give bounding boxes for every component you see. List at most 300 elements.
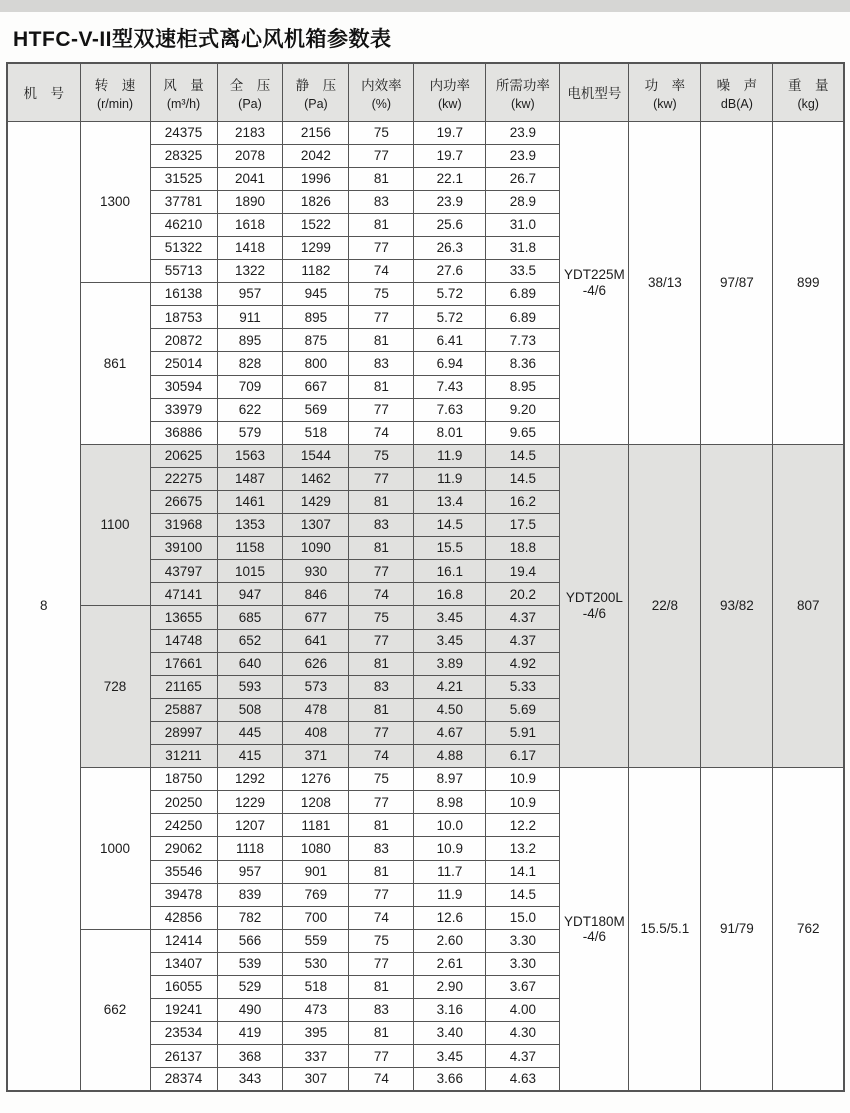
cell-static-pressure: 930	[283, 560, 349, 583]
cell-efficiency: 77	[349, 952, 414, 975]
cell-internal-power: 5.72	[414, 306, 486, 329]
cell-total-pressure: 415	[217, 745, 283, 768]
cell-static-pressure: 1522	[283, 213, 349, 236]
cell-efficiency: 77	[349, 791, 414, 814]
cell-internal-power: 6.41	[414, 329, 486, 352]
cell-total-pressure: 445	[217, 721, 283, 744]
cell-total-pressure: 368	[217, 1045, 283, 1068]
cell-required-power: 15.0	[486, 906, 560, 929]
cell-required-power: 5.69	[486, 698, 560, 721]
cell-static-pressure: 895	[283, 306, 349, 329]
cell-efficiency: 77	[349, 629, 414, 652]
cell-internal-power: 11.9	[414, 444, 486, 467]
motor-model-line: -4/6	[582, 929, 606, 945]
cell-static-pressure: 1544	[283, 444, 349, 467]
cell-required-power: 8.36	[486, 352, 560, 375]
column-header-internal-power	[414, 63, 486, 121]
cell-total-pressure: 685	[217, 606, 283, 629]
cell-airflow: 13407	[150, 952, 217, 975]
cell-airflow: 29062	[150, 837, 217, 860]
cell-required-power: 4.30	[486, 1022, 560, 1045]
cell-efficiency: 77	[349, 236, 414, 259]
cell-static-pressure: 2156	[283, 121, 349, 144]
motor-model-line: YDT180M	[563, 913, 625, 929]
cell-motor-model	[560, 768, 629, 1091]
column-header-machine-no	[7, 63, 80, 121]
cell-efficiency: 81	[349, 491, 414, 514]
cell-airflow: 19241	[150, 999, 217, 1022]
cell-total-pressure: 1158	[217, 537, 283, 560]
cell-required-power: 14.5	[486, 444, 560, 467]
cell-airflow: 17661	[150, 652, 217, 675]
cell-internal-power: 3.45	[414, 1045, 486, 1068]
cell-total-pressure: 343	[217, 1068, 283, 1091]
cell-efficiency: 83	[349, 675, 414, 698]
column-unit: (Pa)	[238, 96, 262, 111]
cell-motor-power: 15.5/5.1	[629, 768, 701, 1091]
cell-total-pressure: 1487	[217, 467, 283, 490]
cell-airflow: 20250	[150, 791, 217, 814]
cell-required-power: 4.63	[486, 1068, 560, 1091]
column-header-motor-model	[560, 63, 629, 121]
column-header-required-power	[486, 63, 560, 121]
cell-internal-power: 23.9	[414, 190, 486, 213]
cell-total-pressure: 508	[217, 698, 283, 721]
column-label: 静 压	[295, 77, 337, 93]
cell-efficiency: 83	[349, 352, 414, 375]
cell-static-pressure: 800	[283, 352, 349, 375]
cell-static-pressure: 1090	[283, 537, 349, 560]
cell-static-pressure: 700	[283, 906, 349, 929]
cell-total-pressure: 709	[217, 375, 283, 398]
cell-total-pressure: 1207	[217, 814, 283, 837]
cell-required-power: 4.37	[486, 1045, 560, 1068]
cell-internal-power: 3.66	[414, 1068, 486, 1091]
cell-static-pressure: 901	[283, 860, 349, 883]
cell-efficiency: 77	[349, 1045, 414, 1068]
cell-static-pressure: 569	[283, 398, 349, 421]
cell-airflow: 26675	[150, 491, 217, 514]
cell-internal-power: 26.3	[414, 236, 486, 259]
cell-static-pressure: 395	[283, 1022, 349, 1045]
cell-total-pressure: 529	[217, 975, 283, 998]
cell-airflow: 12414	[150, 929, 217, 952]
cell-airflow: 42856	[150, 906, 217, 929]
cell-total-pressure: 839	[217, 883, 283, 906]
cell-total-pressure: 947	[217, 583, 283, 606]
cell-total-pressure: 1015	[217, 560, 283, 583]
cell-internal-power: 3.40	[414, 1022, 486, 1045]
page-title: HTFC-V-II型双速柜式离心风机箱参数表	[13, 28, 392, 51]
cell-internal-power: 16.1	[414, 560, 486, 583]
cell-static-pressure: 626	[283, 652, 349, 675]
fan-parameter-table	[6, 62, 845, 1092]
cell-airflow: 31968	[150, 514, 217, 537]
table-header-row	[7, 63, 844, 121]
cell-total-pressure: 490	[217, 999, 283, 1022]
cell-airflow: 51322	[150, 236, 217, 259]
cell-static-pressure: 307	[283, 1068, 349, 1091]
cell-internal-power: 8.98	[414, 791, 486, 814]
cell-required-power: 6.89	[486, 306, 560, 329]
cell-static-pressure: 1182	[283, 260, 349, 283]
cell-required-power: 28.9	[486, 190, 560, 213]
cell-machine-no: 8	[7, 121, 80, 1091]
cell-static-pressure: 846	[283, 583, 349, 606]
cell-static-pressure: 1996	[283, 167, 349, 190]
cell-total-pressure: 622	[217, 398, 283, 421]
cell-airflow: 36886	[150, 421, 217, 444]
cell-internal-power: 4.88	[414, 745, 486, 768]
cell-required-power: 3.30	[486, 952, 560, 975]
cell-internal-power: 3.45	[414, 606, 486, 629]
cell-static-pressure: 1080	[283, 837, 349, 860]
cell-airflow: 55713	[150, 260, 217, 283]
cell-static-pressure: 641	[283, 629, 349, 652]
cell-total-pressure: 1322	[217, 260, 283, 283]
cell-airflow: 14748	[150, 629, 217, 652]
cell-static-pressure: 667	[283, 375, 349, 398]
cell-internal-power: 5.72	[414, 283, 486, 306]
cell-efficiency: 77	[349, 306, 414, 329]
cell-internal-power: 3.16	[414, 999, 486, 1022]
cell-airflow: 18753	[150, 306, 217, 329]
cell-efficiency: 74	[349, 260, 414, 283]
cell-efficiency: 74	[349, 583, 414, 606]
cell-internal-power: 7.63	[414, 398, 486, 421]
cell-static-pressure: 1307	[283, 514, 349, 537]
cell-efficiency: 81	[349, 375, 414, 398]
cell-internal-power: 11.9	[414, 467, 486, 490]
cell-efficiency: 74	[349, 1068, 414, 1091]
table-row	[7, 768, 844, 791]
cell-required-power: 23.9	[486, 144, 560, 167]
cell-airflow: 47141	[150, 583, 217, 606]
cell-weight: 807	[773, 444, 844, 767]
cell-internal-power: 3.89	[414, 652, 486, 675]
cell-required-power: 6.17	[486, 745, 560, 768]
cell-total-pressure: 1890	[217, 190, 283, 213]
column-header-noise	[701, 63, 773, 121]
cell-internal-power: 11.9	[414, 883, 486, 906]
cell-noise: 93/82	[701, 444, 773, 767]
cell-airflow: 28325	[150, 144, 217, 167]
cell-airflow: 16055	[150, 975, 217, 998]
cell-required-power: 31.0	[486, 213, 560, 236]
column-unit: dB(A)	[720, 96, 753, 111]
cell-required-power: 9.20	[486, 398, 560, 421]
cell-required-power: 8.95	[486, 375, 560, 398]
cell-required-power: 3.67	[486, 975, 560, 998]
table-row	[7, 121, 844, 144]
cell-static-pressure: 518	[283, 975, 349, 998]
cell-airflow: 21165	[150, 675, 217, 698]
cell-total-pressure: 579	[217, 421, 283, 444]
cell-airflow: 24375	[150, 121, 217, 144]
cell-efficiency: 75	[349, 606, 414, 629]
column-header-total-pressure	[217, 63, 283, 121]
cell-internal-power: 25.6	[414, 213, 486, 236]
cell-total-pressure: 957	[217, 860, 283, 883]
cell-airflow: 31525	[150, 167, 217, 190]
cell-airflow: 20625	[150, 444, 217, 467]
cell-efficiency: 75	[349, 444, 414, 467]
column-label: 所需功率	[495, 77, 550, 93]
cell-required-power: 4.37	[486, 629, 560, 652]
cell-efficiency: 81	[349, 167, 414, 190]
cell-internal-power: 8.97	[414, 768, 486, 791]
cell-internal-power: 27.6	[414, 260, 486, 283]
cell-internal-power: 4.21	[414, 675, 486, 698]
cell-internal-power: 16.8	[414, 583, 486, 606]
cell-required-power: 33.5	[486, 260, 560, 283]
cell-efficiency: 81	[349, 537, 414, 560]
cell-speed: 662	[80, 929, 150, 1091]
cell-internal-power: 8.01	[414, 421, 486, 444]
motor-model-line: -4/6	[582, 605, 606, 621]
cell-efficiency: 81	[349, 814, 414, 837]
cell-total-pressure: 539	[217, 952, 283, 975]
page-top-strip	[0, 0, 850, 12]
cell-airflow: 30594	[150, 375, 217, 398]
cell-motor-model	[560, 444, 629, 767]
cell-internal-power: 4.67	[414, 721, 486, 744]
cell-internal-power: 22.1	[414, 167, 486, 190]
cell-required-power: 23.9	[486, 121, 560, 144]
motor-model-line: YDT225M	[563, 267, 625, 283]
column-label: 风 量	[163, 77, 204, 93]
cell-static-pressure: 677	[283, 606, 349, 629]
cell-static-pressure: 1826	[283, 190, 349, 213]
cell-required-power: 4.00	[486, 999, 560, 1022]
cell-internal-power: 15.5	[414, 537, 486, 560]
cell-internal-power: 10.0	[414, 814, 486, 837]
column-label: 重 量	[787, 77, 829, 93]
cell-efficiency: 83	[349, 514, 414, 537]
cell-required-power: 10.9	[486, 791, 560, 814]
cell-speed: 1300	[80, 121, 150, 283]
cell-total-pressure: 1563	[217, 444, 283, 467]
column-header-weight	[773, 63, 844, 121]
cell-airflow: 25014	[150, 352, 217, 375]
cell-required-power: 5.33	[486, 675, 560, 698]
cell-speed: 1000	[80, 768, 150, 930]
cell-required-power: 20.2	[486, 583, 560, 606]
cell-total-pressure: 593	[217, 675, 283, 698]
cell-airflow: 26137	[150, 1045, 217, 1068]
cell-total-pressure: 782	[217, 906, 283, 929]
cell-internal-power: 14.5	[414, 514, 486, 537]
cell-weight: 899	[773, 121, 844, 444]
cell-total-pressure: 1292	[217, 768, 283, 791]
cell-efficiency: 77	[349, 467, 414, 490]
cell-efficiency: 83	[349, 190, 414, 213]
cell-efficiency: 77	[349, 144, 414, 167]
cell-efficiency: 75	[349, 929, 414, 952]
column-label: 电机型号	[567, 86, 622, 102]
cell-static-pressure: 945	[283, 283, 349, 306]
cell-total-pressure: 419	[217, 1022, 283, 1045]
cell-static-pressure: 478	[283, 698, 349, 721]
cell-required-power: 9.65	[486, 421, 560, 444]
cell-static-pressure: 518	[283, 421, 349, 444]
cell-required-power: 26.7	[486, 167, 560, 190]
column-label: 转 速	[94, 77, 136, 93]
cell-static-pressure: 1208	[283, 791, 349, 814]
cell-required-power: 14.5	[486, 883, 560, 906]
cell-static-pressure: 1462	[283, 467, 349, 490]
cell-internal-power: 19.7	[414, 121, 486, 144]
cell-internal-power: 4.50	[414, 698, 486, 721]
cell-efficiency: 77	[349, 883, 414, 906]
cell-efficiency: 77	[349, 560, 414, 583]
cell-airflow: 35546	[150, 860, 217, 883]
cell-static-pressure: 559	[283, 929, 349, 952]
cell-efficiency: 75	[349, 768, 414, 791]
cell-required-power: 14.1	[486, 860, 560, 883]
cell-airflow: 39100	[150, 537, 217, 560]
column-unit: (r/min)	[96, 96, 134, 111]
cell-static-pressure: 1276	[283, 768, 349, 791]
cell-total-pressure: 957	[217, 283, 283, 306]
cell-airflow: 28374	[150, 1068, 217, 1091]
cell-internal-power: 3.45	[414, 629, 486, 652]
cell-required-power: 12.2	[486, 814, 560, 837]
cell-airflow: 43797	[150, 560, 217, 583]
cell-static-pressure: 1181	[283, 814, 349, 837]
cell-speed: 1100	[80, 444, 150, 606]
cell-airflow: 24250	[150, 814, 217, 837]
cell-required-power: 14.5	[486, 467, 560, 490]
cell-motor-power: 22/8	[629, 444, 701, 767]
cell-internal-power: 2.61	[414, 952, 486, 975]
column-header-speed	[80, 63, 150, 121]
cell-internal-power: 7.43	[414, 375, 486, 398]
column-unit: (kw)	[653, 96, 677, 111]
cell-total-pressure: 1118	[217, 837, 283, 860]
cell-efficiency: 83	[349, 999, 414, 1022]
cell-total-pressure: 911	[217, 306, 283, 329]
column-unit: (kg)	[797, 96, 819, 111]
cell-airflow: 25887	[150, 698, 217, 721]
column-unit: (m³/h)	[166, 96, 201, 111]
cell-airflow: 13655	[150, 606, 217, 629]
column-unit: (%)	[371, 96, 392, 111]
column-unit: (kw)	[511, 96, 535, 111]
cell-static-pressure: 769	[283, 883, 349, 906]
cell-internal-power: 11.7	[414, 860, 486, 883]
cell-required-power: 19.4	[486, 560, 560, 583]
cell-required-power: 7.73	[486, 329, 560, 352]
cell-weight: 762	[773, 768, 844, 1091]
cell-total-pressure: 2183	[217, 121, 283, 144]
cell-static-pressure: 1299	[283, 236, 349, 259]
cell-noise: 91/79	[701, 768, 773, 1091]
cell-efficiency: 77	[349, 398, 414, 421]
column-header-efficiency	[349, 63, 414, 121]
cell-efficiency: 81	[349, 652, 414, 675]
cell-static-pressure: 1429	[283, 491, 349, 514]
cell-required-power: 4.37	[486, 606, 560, 629]
cell-airflow: 22275	[150, 467, 217, 490]
cell-efficiency: 81	[349, 1022, 414, 1045]
cell-airflow: 37781	[150, 190, 217, 213]
column-unit: (kw)	[438, 96, 462, 111]
cell-airflow: 20872	[150, 329, 217, 352]
column-label: 全 压	[229, 77, 271, 93]
cell-efficiency: 75	[349, 283, 414, 306]
cell-required-power: 10.9	[486, 768, 560, 791]
cell-static-pressure: 371	[283, 745, 349, 768]
cell-total-pressure: 1618	[217, 213, 283, 236]
cell-total-pressure: 1353	[217, 514, 283, 537]
column-label: 噪 声	[716, 77, 758, 93]
cell-airflow: 23534	[150, 1022, 217, 1045]
cell-efficiency: 81	[349, 975, 414, 998]
cell-static-pressure: 337	[283, 1045, 349, 1068]
cell-internal-power: 2.90	[414, 975, 486, 998]
cell-efficiency: 81	[349, 698, 414, 721]
cell-static-pressure: 2042	[283, 144, 349, 167]
cell-airflow: 46210	[150, 213, 217, 236]
cell-efficiency: 77	[349, 721, 414, 744]
cell-static-pressure: 530	[283, 952, 349, 975]
cell-efficiency: 81	[349, 329, 414, 352]
cell-required-power: 18.8	[486, 537, 560, 560]
motor-model-line: -4/6	[582, 282, 606, 298]
cell-total-pressure: 1461	[217, 491, 283, 514]
cell-required-power: 5.91	[486, 721, 560, 744]
cell-static-pressure: 875	[283, 329, 349, 352]
column-label: 内效率	[361, 77, 402, 93]
cell-noise: 97/87	[701, 121, 773, 444]
cell-required-power: 6.89	[486, 283, 560, 306]
cell-required-power: 3.30	[486, 929, 560, 952]
cell-airflow: 16138	[150, 283, 217, 306]
cell-internal-power: 13.4	[414, 491, 486, 514]
table-row	[7, 444, 844, 467]
cell-internal-power: 19.7	[414, 144, 486, 167]
column-label: 功 率	[644, 77, 686, 93]
cell-required-power: 13.2	[486, 837, 560, 860]
cell-speed: 728	[80, 606, 150, 768]
cell-required-power: 16.2	[486, 491, 560, 514]
column-label: 机 号	[23, 86, 65, 102]
cell-internal-power: 12.6	[414, 906, 486, 929]
cell-speed: 861	[80, 283, 150, 445]
cell-internal-power: 6.94	[414, 352, 486, 375]
cell-internal-power: 2.60	[414, 929, 486, 952]
cell-internal-power: 10.9	[414, 837, 486, 860]
cell-total-pressure: 652	[217, 629, 283, 652]
cell-motor-model	[560, 121, 629, 444]
column-unit: (Pa)	[304, 96, 328, 111]
column-label: 内功率	[429, 77, 471, 93]
cell-efficiency: 81	[349, 860, 414, 883]
cell-static-pressure: 473	[283, 999, 349, 1022]
cell-efficiency: 75	[349, 121, 414, 144]
column-header-airflow	[150, 63, 217, 121]
cell-total-pressure: 2041	[217, 167, 283, 190]
cell-total-pressure: 2078	[217, 144, 283, 167]
cell-total-pressure: 566	[217, 929, 283, 952]
motor-model-line: YDT200L	[565, 590, 623, 606]
cell-total-pressure: 1229	[217, 791, 283, 814]
cell-efficiency: 74	[349, 421, 414, 444]
column-header-static-pressure	[283, 63, 349, 121]
cell-efficiency: 83	[349, 837, 414, 860]
cell-total-pressure: 1418	[217, 236, 283, 259]
